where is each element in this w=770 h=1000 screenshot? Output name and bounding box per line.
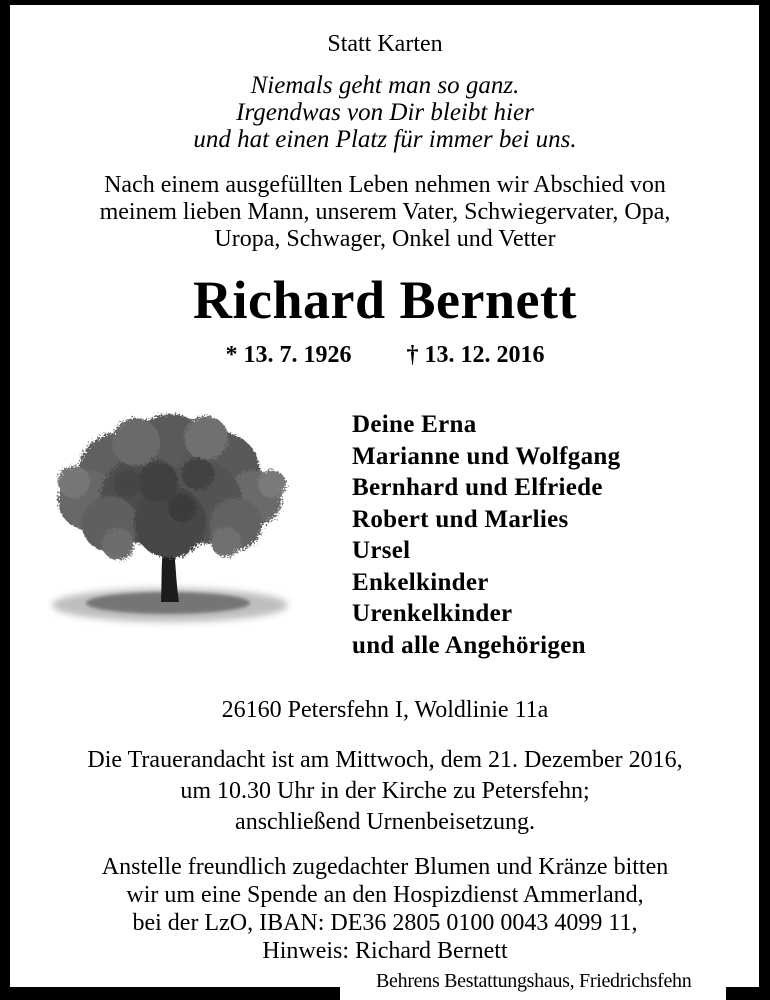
intro-line: Nach einem ausgefüllten Leben nehmen wir Abschied von: [104, 172, 666, 198]
frame-top-bar: [0, 0, 770, 5]
memorial-poem: [0, 72, 770, 153]
donation-line: bei der LzO, IBAN: DE36 2805 0100 0043 4099 11,: [132, 910, 638, 936]
poem-line: Irgendwas von Dir bleibt hier: [236, 99, 534, 126]
service-paragraph: [0, 745, 770, 838]
mourner: und alle Angehörigen: [352, 631, 586, 659]
donation-line: Anstelle freundlich zugedachter Blumen und Kränze bitten: [101, 854, 669, 880]
foliage: [58, 414, 286, 560]
poem-line: und hat einen Platz für immer bei uns.: [193, 126, 577, 153]
service-line: Die Trauerandacht ist am Mittwoch, dem 21. Dezember 2016,: [87, 747, 683, 773]
mourners-list: [352, 409, 620, 661]
tree-illustration: [48, 412, 298, 634]
intro-line: meinem lieben Mann, unserem Vater, Schwiegervater, Opa,: [99, 199, 671, 225]
death-date: † 13. 12. 2016: [406, 342, 545, 368]
mourner: Robert und Marlies: [352, 505, 569, 533]
mourner: Bernhard und Elfriede: [352, 474, 603, 501]
tree-photo: [48, 412, 298, 634]
intro-paragraph: [0, 172, 770, 253]
birth-date: * 13. 7. 1926: [225, 342, 352, 368]
mourner: Urenkelkinder: [352, 600, 513, 627]
mourner: Marianne und Wolfgang: [352, 442, 621, 470]
poem-line: Niemals geht man so ganz.: [250, 72, 520, 99]
intro-line: Uropa, Schwager, Onkel und Vetter: [214, 226, 556, 252]
statt-karten-header: Statt Karten: [327, 31, 443, 57]
home-address: 26160 Petersfehn I, Woldlinie 11a: [221, 697, 549, 723]
frame-bottom-right-bar: [726, 987, 770, 1000]
donation-line: wir um eine Spende an den Hospizdienst Ammerland,: [126, 882, 644, 908]
mourner: Enkelkinder: [352, 568, 489, 596]
service-line: um 10.30 Uhr in der Kirche zu Petersfehn;: [180, 778, 590, 804]
donation-line: Hinweis: Richard Bernett: [262, 938, 508, 964]
deceased-name: Richard Bernett: [193, 270, 577, 330]
mourner: Deine Erna: [352, 411, 477, 438]
mourner: Ursel: [352, 537, 411, 564]
service-line: anschließend Urnenbeisetzung.: [235, 809, 535, 835]
life-dates: [0, 342, 770, 369]
frame-bottom-left-bar: [0, 987, 340, 1000]
funeral-home-credit: Behrens Bestattungshaus, Friedrichsfehn: [376, 970, 692, 992]
donation-paragraph: [0, 853, 770, 965]
